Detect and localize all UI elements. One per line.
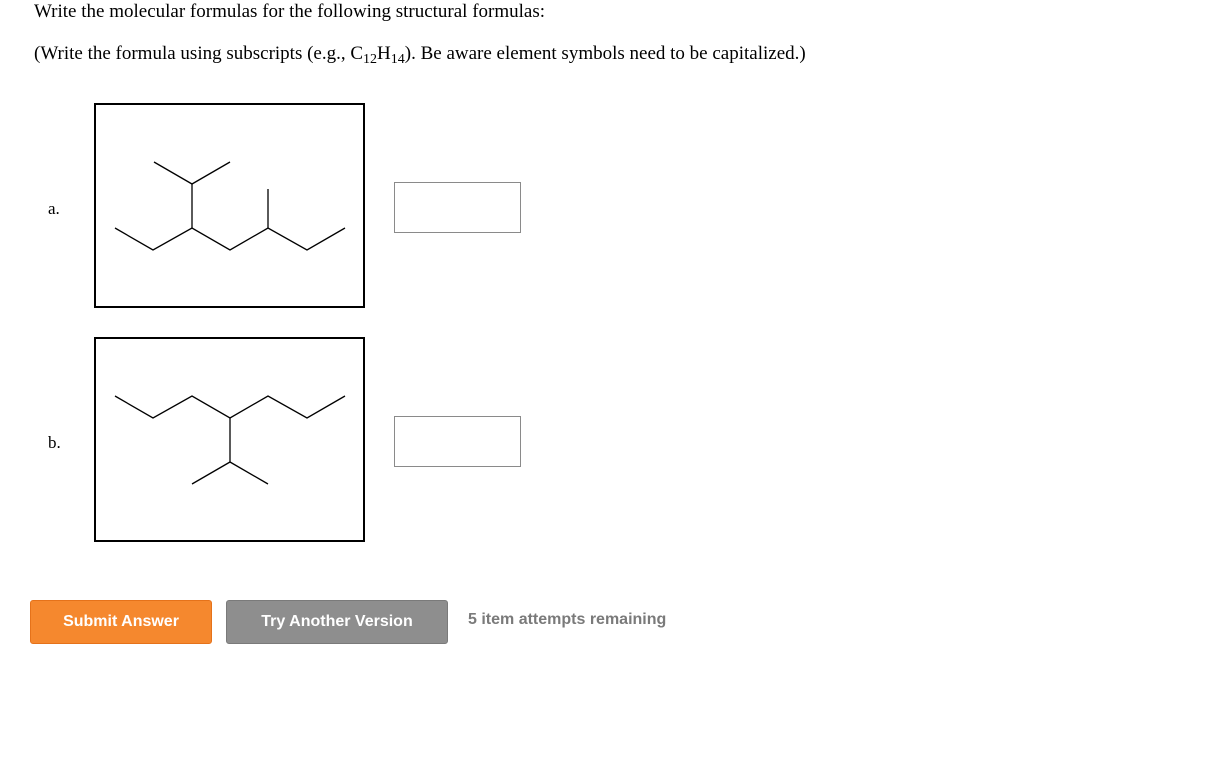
question-note-subscript-14: 14 — [390, 52, 405, 67]
item-a-label: a. — [48, 199, 60, 218]
question-instruction: Write the molecular formulas for the following structural formulas: — [34, 1, 546, 22]
item-b-branch-left — [192, 462, 230, 484]
item-b-label: b. — [48, 433, 61, 452]
item-b-main-chain — [115, 396, 345, 418]
question-note-suffix: ). Be aware element symbols need to be capitalized.) — [404, 43, 806, 64]
item-a-branch-right — [192, 162, 230, 184]
submit-answer-button[interactable]: Submit Answer — [30, 600, 212, 644]
question-note-prefix: (Write the formula using subscripts (e.g., C — [34, 43, 364, 64]
item-a-structural-formula — [96, 105, 363, 306]
item-b-answer-input[interactable] — [394, 416, 521, 467]
question-note-subscript-12: 12 — [363, 52, 378, 67]
item-a-branch-left — [154, 162, 192, 184]
try-another-version-button[interactable]: Try Another Version — [226, 600, 448, 644]
item-b-structural-formula — [96, 339, 363, 540]
item-a-main-chain — [115, 228, 345, 250]
attempts-remaining-text: 5 item attempts remaining — [468, 611, 667, 628]
item-a-answer-input[interactable] — [394, 182, 521, 233]
question-note-hydrogen: H — [377, 43, 391, 64]
item-a-structure-box — [94, 103, 365, 308]
item-b-branch-right — [230, 462, 268, 484]
question-note — [34, 42, 806, 66]
item-b-structure-box — [94, 337, 365, 542]
